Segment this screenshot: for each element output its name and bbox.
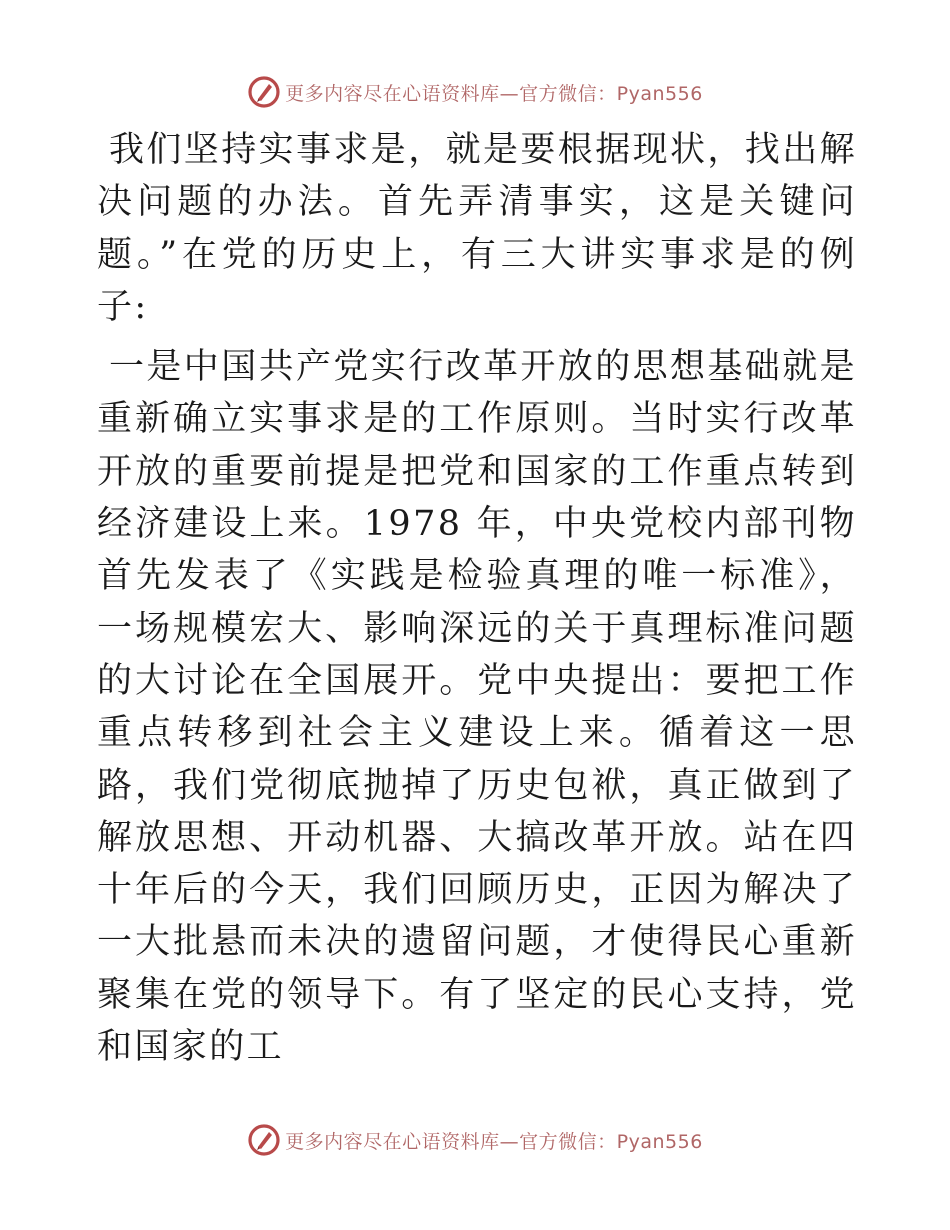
footer-banner xyxy=(0,1120,950,1160)
header-banner-text: 更多内容尽在心语资料库—官方微信：Pyan556 xyxy=(285,82,703,105)
pen-circle-logo-icon xyxy=(247,75,281,109)
paragraph-1: 我们坚持实事求是，就是要根据现状，找出解决问题的办法。首先弄清事实，这是关键问题。”在党的历史上，有三大讲实事求是的例子: xyxy=(97,130,858,327)
header-banner xyxy=(0,72,950,112)
document-body xyxy=(97,124,857,1073)
paragraph-2: 一是中国共产党实行改革开放的思想基础就是重新确立实事求是的工作原则。当时实行改革开放的重要前提是把党和国家的工作重点转到经济建设上来。1978 年，中央党校内部刊物首先发表了《实践是检验真理的唯一标准》，一场规模宏大、影响深远的关于真理标准问题的大讨论在全国展开。党中央提出：要把工作重点转移到社会主义建设上来。循着这一思路，我们党彻底抛掉了历史包袱，真正做到了解放思想、开动机器、大搞改革开放。站在四十年后的今天，我们回顾历史，正因为解决了一大批悬而未决的遗留问题，才使得民心重新聚集在党的领导下。有了坚定的民心支持，党和国家的工 xyxy=(97,347,858,1068)
pen-circle-logo-icon xyxy=(247,1123,281,1157)
footer-banner-text: 更多内容尽在心语资料库—官方微信：Pyan556 xyxy=(285,1130,703,1153)
